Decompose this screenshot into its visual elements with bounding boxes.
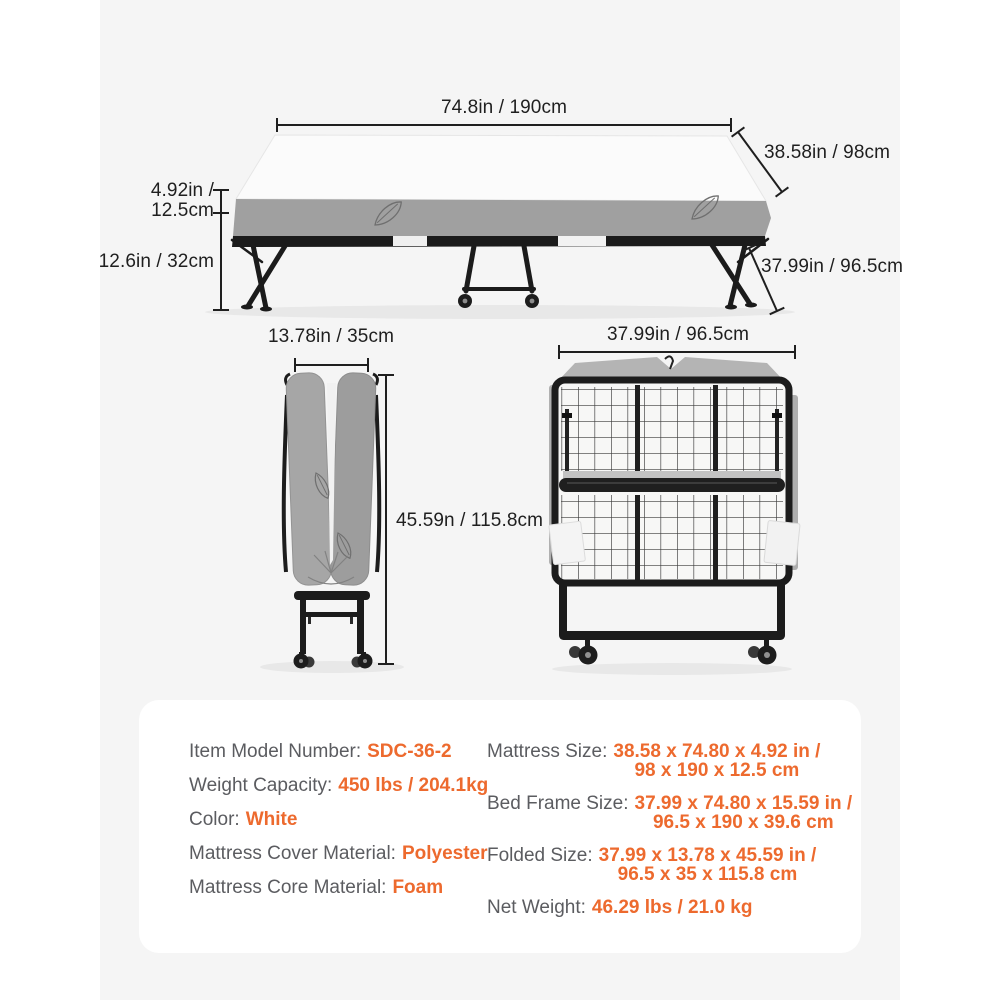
bed-shadow [260,661,404,673]
frame-edge [284,395,287,572]
dim-line-length [277,118,731,132]
spec-label: Mattress Cover Material: [189,843,396,864]
dim-line-heights [213,190,229,310]
shelf-edge [563,471,781,479]
spec-row-color [189,803,488,837]
bed-shadow [205,305,795,319]
frame-width-label: 37.99in / 96.5cm [761,256,904,277]
folded-bed-side-illustration [230,325,530,675]
spec-column-left [189,735,488,905]
spec-row-cover-material [189,837,488,871]
specifications-card [139,700,861,953]
spec-row-mattress-size [487,742,852,780]
caster-wheel [569,646,598,665]
spec-value: 38.58 x 74.80 x 4.92 in / 98 x 190 x 12.5 cm [613,741,821,781]
left-legs [232,240,285,308]
wire-mesh-upper [561,387,783,471]
spec-label: Weight Capacity: [189,775,333,796]
bed-shadow [552,663,792,675]
leg-foot [725,305,737,310]
spec-label: Net Weight: [487,897,586,918]
spec-row-net-weight [487,898,852,917]
spec-value: White [245,809,298,830]
caster-wheel [294,654,315,669]
spec-row-core-material [189,871,488,905]
strap [549,521,586,565]
mattress-thickness-label: 4.92in / 12.5cm [150,180,214,221]
caster-wheel [458,294,472,308]
spec-label: Folded Size: [487,845,593,866]
rolling-stand [559,583,785,648]
frame-strap [393,236,427,246]
unfolded-bed-illustration [100,85,900,325]
mattress-top-face [236,135,766,201]
wire-mesh-lower [561,495,783,579]
spec-value: 37.99 x 13.78 x 45.59 in / 96.5 x 35 x 115.8 cm [598,845,817,885]
width-dimension-label: 38.58in / 98cm [764,142,891,163]
leg-foot [260,307,272,312]
caster-wheel [525,294,539,308]
spec-row-weight-capacity [189,769,488,803]
spec-value: SDC-36-2 [367,741,452,762]
mattress-side-band [233,199,771,236]
spec-label: Item Model Number: [189,741,362,762]
leg-foot [241,305,253,310]
spec-label: Color: [189,809,240,830]
caster-wheel [748,646,777,665]
depth-dimension-label: 13.78in / 35cm [267,326,395,347]
spec-label: Bed Frame Size: [487,793,629,814]
spec-row-frame-size [487,794,852,832]
frame-edge [376,395,379,572]
spec-row-model [189,735,488,769]
spec-value: 450 lbs / 204.1kg [338,775,489,796]
folded-bed-front-diagram [545,325,815,675]
bed-frame-bar [232,236,766,247]
spec-label: Mattress Size: [487,741,608,762]
folded-bed-front-illustration [545,325,815,675]
spec-label: Mattress Core Material: [189,877,387,898]
strap [764,520,800,565]
height-dimension-label: 45.59n / 115.8cm [396,510,544,531]
rolling-stand [294,591,370,657]
frame-strap [558,236,606,246]
spec-value: 37.99 x 74.80 x 15.59 in / 96.5 x 190 x 39.6 cm [634,793,853,833]
spec-value: Foam [392,877,444,898]
frame-height-label: 12.6in / 32cm [98,251,214,272]
dim-line-depth [295,358,368,372]
caster-wheel [352,654,373,669]
unfolded-bed-diagram [98,85,904,325]
length-dimension-label: 74.8in / 190cm [440,97,568,118]
spec-value: 46.29 lbs / 21.0 kg [591,897,753,918]
mattress-half-left [286,372,332,585]
spec-row-folded-size [487,846,852,884]
spec-value: Polyester [401,843,488,864]
leg-foot [745,303,757,308]
shelf-tube [559,478,785,492]
spec-column-right [487,742,852,931]
width-dimension-label: 37.99in / 96.5cm [606,324,750,345]
folded-bed-side-diagram [230,325,544,675]
dim-line-width [559,345,795,359]
center-support [464,246,534,291]
